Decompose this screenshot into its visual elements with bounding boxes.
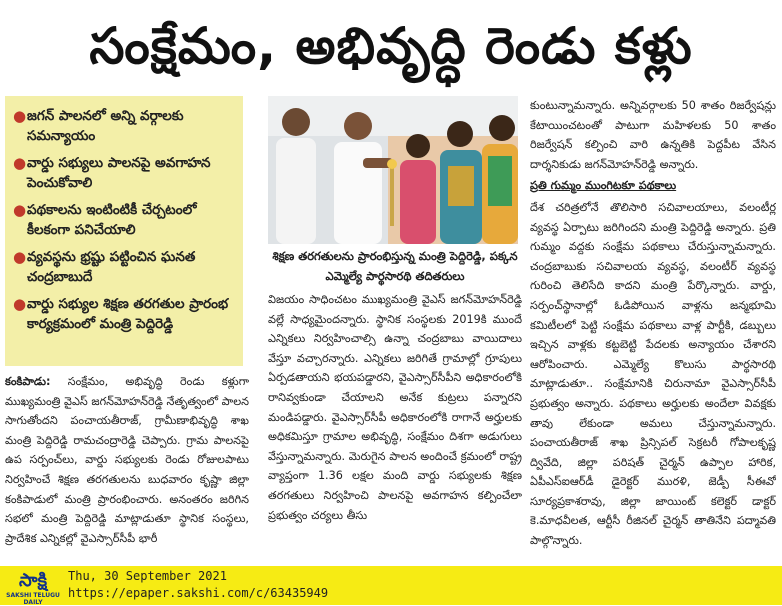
article-text: సంక్షేమం, అభివృద్ధి రెండు కళ్లుగా ముఖ్యమంత్రి వైఎస్ జగన్‌మోహన్‌రెడ్డి నేతృత్వంలో పాలన సాగుతోందని పంచాయతీరాజ్, గ్రామీణాభివృద్ధి శాఖ మంత్రి పెద్దిరెడ్డి రామచంద్రారెడ్డి చెప్పారు. గ్రామ పాలనపై ఉప సర్పంచ్‌లు, వార్డు సభ్యులకు రెండు రోజులపాటు నిర్వహించే శిక్షణ తరగతులను బుధవారం కృష్ణా జిల్లా కంకిపాడులో మంత్రి ప్రారంభించారు. అనంతరం జరిగిన సభలో మంత్రి పెద్దిరెడ్డి మాట్లాడుతూ స్థానిక సంస్థలు, ప్రాదేశిక ఎన్నికల్లో వైఎస్సార్‌సీపీ భారీ bbox=[5, 375, 249, 545]
highlight-text: వ్యవస్థను భ్రష్టు పట్టించిన ఘనత చంద్రబాబుదే bbox=[27, 249, 196, 285]
footer-bar bbox=[0, 566, 782, 605]
highlight-item bbox=[13, 294, 237, 334]
highlight-item bbox=[13, 153, 237, 193]
article-column-1 bbox=[5, 372, 249, 560]
highlight-text: జగన్ పాలనలో అన్ని వర్గాలకు సమన్యాయం bbox=[27, 108, 184, 144]
publication-date: Thu, 30 September 2021 bbox=[68, 569, 227, 583]
article-text: కుంటున్నామన్నారు. అన్నివర్గాలకు 50 శాతం రిజర్వేషన్లు కేటాయించటంతో పాటుగా మహిళలకు 50 శాతం రిజర్వేషన్ కల్పించి వారి ఉన్నతికి పెద్దపీట వేసిన దార్శనికుడు జగన్‌మోహన్‌రెడ్డి అన్నారు. bbox=[530, 99, 776, 171]
headline: సంక్షేమం, అభివృద్ధి రెండు కళ్లు bbox=[89, 17, 693, 75]
highlight-item bbox=[13, 247, 237, 287]
highlight-text: వార్డు సభ్యుల శిక్షణ తరగతుల ప్రారంభ కార్యక్రమంలో మంత్రి పెద్దిరెడ్డి bbox=[27, 296, 229, 332]
highlight-item bbox=[13, 106, 237, 146]
bullet-icon: ● bbox=[13, 107, 27, 125]
article-column-3 bbox=[530, 96, 776, 560]
highlight-text: పథకాలను ఇంటింటికీ చేర్చటంలో కీలకంగా పనిచేయాలి bbox=[27, 202, 197, 238]
article-text: దేశ చరిత్రలోనే తొలిసారి సచివాలయాలు, వలంటీర్ల వ్యవస్థ ఏర్పాటు జరిగిందని మంత్రి పెద్దిరెడ్డి అన్నారు. ప్రతి గుమ్మం వద్దకు సంక్షేమ పథకాలు చేరుస్తున్నామన్నారు. చంద్రబాబుకు సచివాలయ వ్యవస్థ, వలంటీర్ వ్యవస్థ గురించి తెలిసేది కాదని మంత్రి పేర్కొన్నారు. వార్డు, సర్పంచ్‌స్థానాల్లో ఓడిపోయిన వాళ్లను జన్మభూమి కమిటీలలో పెట్టి సంక్షేమ పథకాలు వాళ్ల పార్టీకి, డబ్బులు ఇచ్చిన వాళ్లకు కట్టబెట్టి పేదలకు అన్యాయం చేశారని ఆరోపించారు. ఎమ్మెల్యే కొలుసు పార్థసారథి మాట్లాడుతూ.. సంక్షేమానికి చిరునామా వైఎస్సార్‌సీపీ ప్రభుత్వం అన్నారు. పథకాలు అర్హులకు అందేలా వివక్షకు తావు లేకుండా అమలు చేస్తున్నామన్నారు. పంచాయతీరాజ్ శాఖ ప్రిన్సిపల్ సెక్రటరీ గోపాలకృష్ణ ద్వివేది, జిల్లా పరిషత్ చైర్మన్ ఉప్పాల హారిక, ఏపీఎస్‌ఐఆర్‌డీ డైరెక్టర్ మురళి, జెడ్పీ సీఈవో సూర్యప్రకాశరావు, జిల్లా జాయింట్ కలెక్టర్ డాక్టర్ కె.మాధవీలత, ఆర్టీసీ రీజినల్ చైర్మన్ తాతినేని పద్మావతి పాల్గొన్నారు. bbox=[530, 200, 776, 548]
sakshi-logo[interactable] bbox=[5, 568, 61, 606]
bullet-icon: ● bbox=[13, 248, 27, 266]
bullet-icon: ● bbox=[13, 154, 27, 172]
highlights-box bbox=[5, 96, 243, 366]
photo-caption: శిక్షణ తరగతులను ప్రారంభిస్తున్న మంత్రి పెద్దిరెడ్డి, పక్కన ఎమ్మెల్యే పార్థసారథి తదితరులు bbox=[272, 249, 518, 283]
article-column-2 bbox=[268, 290, 522, 560]
news-photo bbox=[268, 96, 518, 244]
photo-illustration bbox=[268, 96, 518, 244]
subheading: ప్రతి గుమ్మం ముంగిటకూ పథకాలు bbox=[530, 179, 677, 193]
highlight-text: వార్డు సభ్యులు పాలనపై అవగాహన పెంచుకోవాలి bbox=[27, 155, 211, 191]
bullet-icon: ● bbox=[13, 201, 27, 219]
bullet-icon: ● bbox=[13, 295, 27, 313]
logo-subtitle: SAKSHI TELUGU DAILY bbox=[6, 592, 60, 606]
dateline: కంకిపాడు: bbox=[5, 375, 51, 388]
article-text: విజయం సాధించటం ముఖ్యమంత్రి వైఎస్ జగన్‌మోహన్‌రెడ్డి వల్లే సాధ్యమైందన్నారు. స్థానిక సంస్థలకు 2019కి ముందే ఎన్నికలు నిర్వహించాల్సి ఉన్నా చంద్రబాబు వాయిదాలు వేస్తూ వచ్చారన్నారు. ఎన్నికలు జరిగితే గ్రామాల్లో గ్రూపులు ఏర్పడతాయని భయపడ్డారని, వైఎస్సార్‌సీపీని అధికారంలోకి రానివ్వకుండా చేయాలని అనేక కుట్రలు పన్నారని మండిపడ్డారు. వైఎస్సార్‌సీపీ అధికారంలోకి రాగానే అర్హులకు అధికమిస్తూ గ్రామాల అభివృద్ధి, సంక్షేమం దిశగా అడుగులు వేస్తున్నామన్నారు. మెరుగైన పాలన అందించే క్రమంలో రాష్ట్ర వ్యాప్తంగా 1.36 లక్షల మంది వార్డు సభ్యులకు శిక్షణ తరగతులు నిర్వహించి పాలనపై అవగాహన కల్పించేలా ప్రభుత్వం చర్యలు తీసు bbox=[268, 293, 522, 522]
logo-text: సాక్షి bbox=[19, 570, 47, 591]
highlight-item bbox=[13, 200, 237, 240]
epaper-link[interactable]: https://epaper.sakshi.com/c/63435949 bbox=[68, 586, 329, 600]
